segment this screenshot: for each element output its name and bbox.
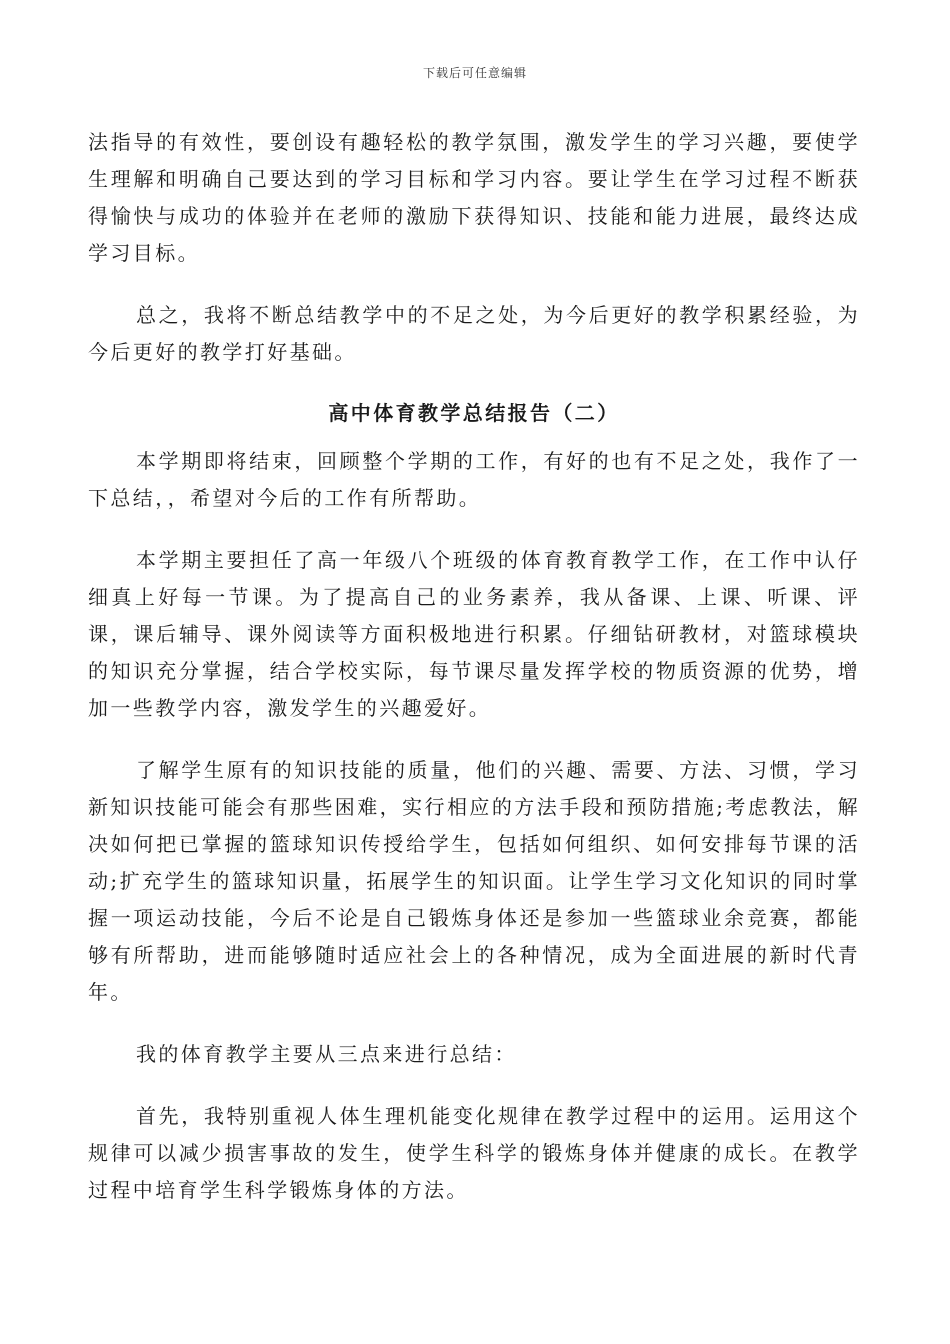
section-title: 高中体育教学总结报告（二） <box>328 401 620 425</box>
paragraph-summary-points: 我的体育教学主要从三点来进行总结： <box>136 1042 517 1066</box>
paragraph-student-understanding: 了解学生原有的知识技能的质量，他们的兴趣、需要、方法、习惯，学习新知识技能可能会有那些困难，实行相应的方法手段和预防措施;考虑教法，解决如何把已掌握的篮球知识传授给学生，包括如何组织、如何安排每节课的活动;扩充学生的篮球知识量，拓展学生的知识面。让学生学习文化知识的同时掌握一项运动技能，今后不论是自己锻炼身体还是参加一些篮球业余竞赛，都能够有所帮助，进而能够随时适应社会上的各种情况，成为全面进展的新时代青年。 <box>88 758 860 1004</box>
page-header-note: 下载后可任意编辑 <box>422 66 527 80</box>
paragraph-conclusion: 总之，我将不断总结教学中的不足之处，为今后更好的教学积累经验，为今后更好的教学打好基础。 <box>88 303 860 364</box>
paragraph-intro: 本学期即将结束，回顾整个学期的工作，有好的也有不足之处，我作了一下总结，，希望对今后的工作有所帮助。 <box>88 449 860 510</box>
paragraph-continuation: 法指导的有效性，要创设有趣轻松的教学氛围，激发学生的学习兴趣，要使学生理解和明确自己要达到的学习目标和学习内容。要让学生在学习过程不断获得愉快与成功的体验并在老师的激励下获得知识、技能和能力进展，最终达成学习目标。 <box>88 130 860 265</box>
paragraph-responsibilities: 本学期主要担任了高一年级八个班级的体育教育教学工作，在工作中认仔细真上好每一节课。为了提高自己的业务素养，我从备课、上课、听课、评课，课后辅导、课外阅读等方面积极地进行积累。仔细钻研教材，对篮球模块的知识充分掌握，结合学校实际，每节课尽量发挥学校的物质资源的优势，增加一些教学内容，激发学生的兴趣爱好。 <box>88 548 860 720</box>
paragraph-first-point: 首先，我特别重视人体生理机能变化规律在教学过程中的运用。运用这个规律可以减少损害事故的发生，使学生科学的锻炼身体并健康的成长。在教学过程中培育学生科学锻炼身体的方法。 <box>88 1104 860 1202</box>
document-body <box>88 124 860 1209</box>
